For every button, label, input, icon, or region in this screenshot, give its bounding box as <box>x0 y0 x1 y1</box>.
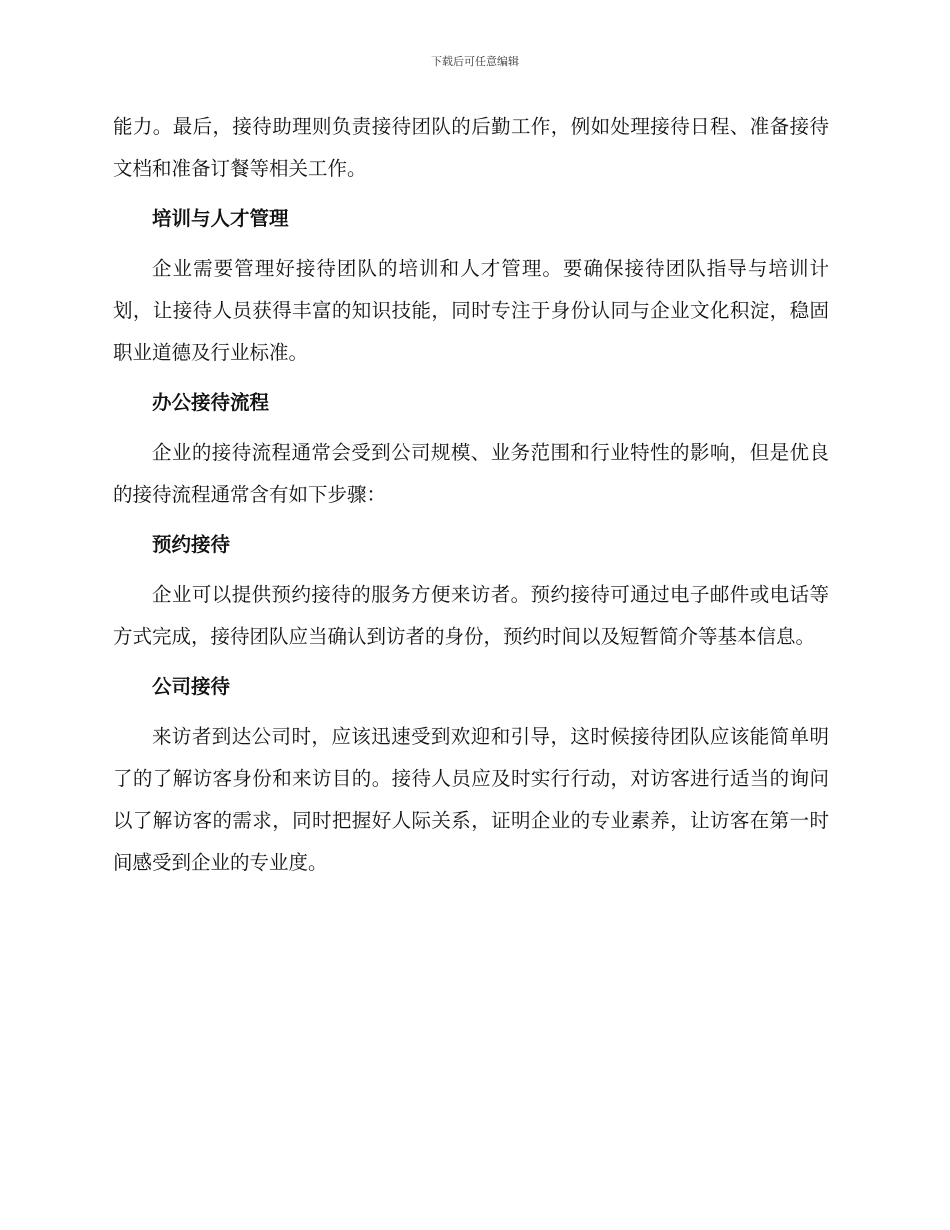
page-header-note: 下载后可任意编辑 <box>431 55 519 68</box>
section-heading-reception-process: 办公接待流程 <box>152 391 270 414</box>
section-heading-appointment: 预约接待 <box>152 533 231 556</box>
paragraph-reception-process: 企业的接待流程通常会受到公司规模、业务范围和行业特性的影响，但是优良的接待流程通常含有如下步骤： <box>113 441 829 506</box>
paragraph-continued: 能力。最后，接待助理则负责接待团队的后勤工作，例如处理接待日程、准备接待文档和准备订餐等相关工作。 <box>113 115 829 180</box>
paragraph-training: 企业需要管理好接待团队的培训和人才管理。要确保接待团队指导与培训计划，让接待人员获得丰富的知识技能，同时专注于身份认同与企业文化积淀，稳固职业道德及行业标准。 <box>113 257 829 364</box>
document-body <box>113 106 829 892</box>
paragraph-company-reception: 来访者到达公司时，应该迅速受到欢迎和引导，这时候接待团队应该能简单明了的了解访客身份和来访目的。接待人员应及时实行行动，对访客进行适当的询问以了解访客的需求，同时把握好人际关系，证明企业的专业素养，让访客在第一时间感受到企业的专业度。 <box>113 725 829 874</box>
paragraph-appointment: 企业可以提供预约接待的服务方便来访者。预约接待可通过电子邮件或电话等方式完成，接待团队应当确认到访者的身份，预约时间以及短暂简介等基本信息。 <box>113 583 829 648</box>
section-heading-company-reception: 公司接待 <box>152 675 231 698</box>
section-heading-training: 培训与人才管理 <box>152 207 289 230</box>
